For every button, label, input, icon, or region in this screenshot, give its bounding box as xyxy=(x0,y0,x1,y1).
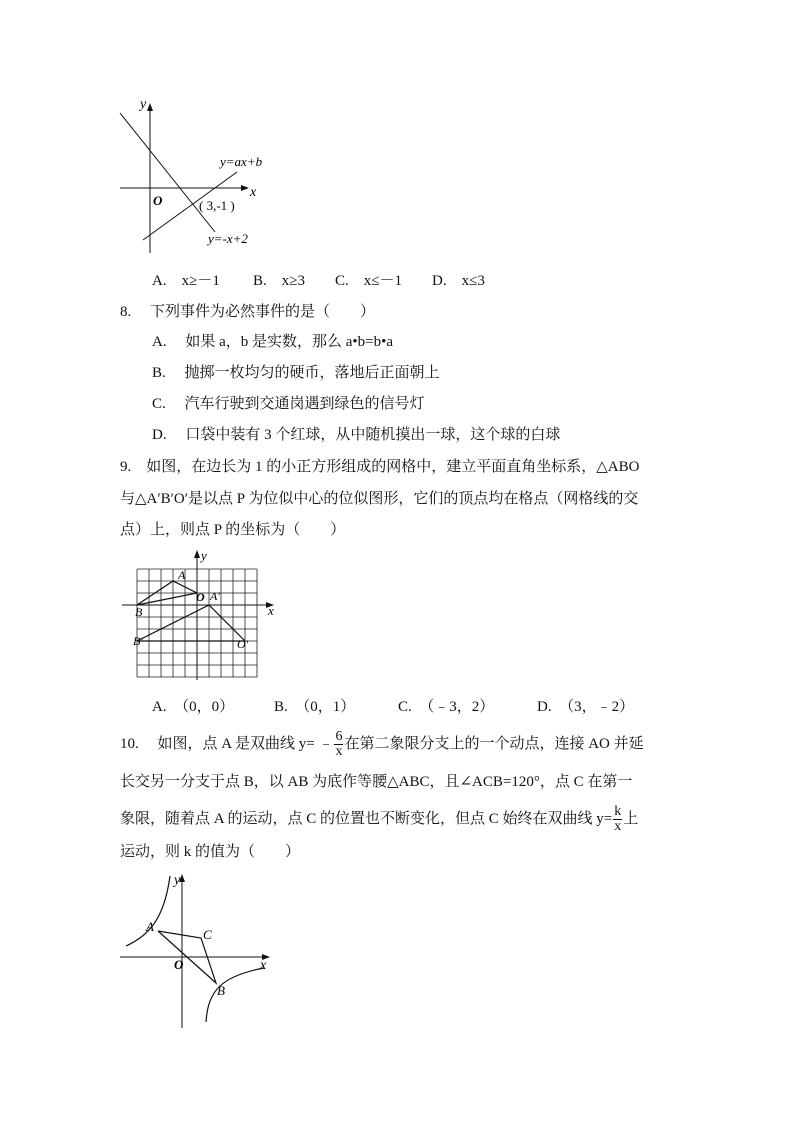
triangle-A1B1O1 xyxy=(137,605,245,641)
q8-option-d: D. 口袋中装有 3 个红球，从中随机摸出一球，这个球的白球 xyxy=(152,427,561,443)
q10-stem-line4: 运动，则 k 的值为（ ） xyxy=(120,844,301,860)
q9-option-b: B. （0，1） xyxy=(274,699,356,715)
label-C: C xyxy=(203,927,212,942)
fraction-k-over-x: $\frac{k}{x}$ xyxy=(614,804,622,834)
label-B: B xyxy=(135,605,143,619)
line2-label: y=-x+2 xyxy=(208,231,248,246)
q9-stem-line1: 9. 如图，在边长为 1 的小正方形组成的网格中，建立平面直角坐标系，△ABO xyxy=(120,459,640,475)
q10-line3-part2: 上 xyxy=(623,810,639,827)
q10-stem-line1 xyxy=(120,730,644,759)
q10-line3-part1: 象限，随着点 A 的运动，点 C 的位置也不断变化，但点 C 始终在双曲线 y= xyxy=(120,810,613,827)
q7-option-a: A. x≥－1 xyxy=(152,273,220,289)
q10-stem-line2: 长交另一分支于点 B，以 AB 为底作等腰△ABC，且∠ACB=120°，点 C 在第一 xyxy=(120,774,633,790)
q9-option-d: D. （3，﹣2） xyxy=(537,699,635,715)
line1-label: y=ax+b xyxy=(220,154,263,169)
label-O: O xyxy=(174,957,184,972)
q9-option-a: A. （0，0） xyxy=(152,699,235,715)
q8-option-b: B. 抛掷一枚均匀的硬币，落地后正面朝上 xyxy=(152,365,440,381)
q7-option-b: B. x≥3 xyxy=(253,273,305,289)
q8-stem: 8. 下列事件为必然事件的是（ ） xyxy=(120,304,376,320)
q7-option-d: D. x≤3 xyxy=(432,273,485,289)
label-B-prime: B′ xyxy=(133,634,143,648)
label-B: B xyxy=(217,983,225,998)
label-A: A xyxy=(178,568,186,582)
label-O-prime: O′ xyxy=(237,637,249,651)
y-axis-arrow-icon xyxy=(194,550,200,558)
q10-line1-part2: 在第二象限分支上的一个动点，连接 AO 并延 xyxy=(344,735,644,752)
y-axis-arrow-icon xyxy=(147,103,153,111)
q7-option-c: C. x≤－1 xyxy=(335,273,402,289)
y-axis-label: y xyxy=(174,873,181,888)
x-axis-label: x xyxy=(250,185,257,200)
line-y-neg-x-plus-2 xyxy=(120,113,215,232)
y-axis-label: y xyxy=(201,548,207,563)
q10-stem-line3 xyxy=(120,805,638,834)
origin-label: O xyxy=(153,193,163,208)
figure-linear-graphs xyxy=(115,95,295,255)
x-axis-arrow-icon xyxy=(241,185,249,191)
label-A-prime: A′ xyxy=(210,589,220,603)
q8-option-c: C. 汽车行驶到交通岗遇到绿色的信号灯 xyxy=(152,396,425,412)
figure-hyperbola xyxy=(118,870,278,1030)
q10-line1-part1: 10. 如图，点 A 是双曲线 y= ﹣ xyxy=(120,735,334,752)
label-A: A xyxy=(146,919,154,934)
q9-stem-line2: 与△A′B′O′是以点 P 为位似中心的位似图形，它们的顶点均在格点（网格线的交 xyxy=(120,491,639,507)
y-axis-label: y xyxy=(140,97,147,112)
label-O: O xyxy=(196,590,205,604)
fraction-6-over-x: $\frac{6}{x}$ xyxy=(335,729,343,759)
hyperbola-branch-fourth-quadrant xyxy=(206,968,264,1022)
q9-option-c: C. （﹣3，2） xyxy=(398,699,495,715)
x-axis-label: x xyxy=(260,958,267,973)
intersection-label: ( 3,-1 ) xyxy=(199,198,235,213)
x-axis-label: x xyxy=(268,603,274,618)
q9-stem-line3: 点）上，则点 P 的坐标为（ ） xyxy=(120,522,346,538)
q8-option-a: A. 如果 a，b 是实数，那么 a•b=b•a xyxy=(152,334,394,350)
figure-grid-homothety xyxy=(120,548,285,683)
